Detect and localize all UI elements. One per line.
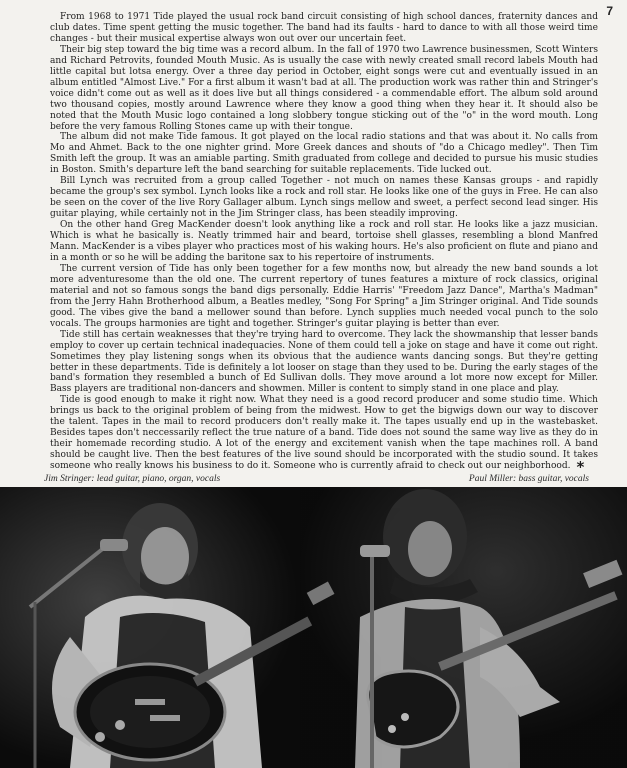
band-photo-illustration <box>0 487 627 768</box>
paragraph-8 <box>50 395 598 477</box>
paragraph-7-text: Tide still has certain weaknesses that they're trying hard to overcome. They lack the showmanship that lesser bands employ to cover up certain technical inadequacies. None of them could tell a joke on stage and have it come out right. Sometimes they play listening songs when its obvious that the audience wants dancing songs. But they're getting better in these departments. Tide is definitely a lot looser on stage than they used to be. During the early stages of the band's formation they resembled a bunch of Ed Sullivan dolls. They move around a lot more now except for Miller. Bass players are traditional non-dancers and showmen. Miller is content to simply stand in one place and play. <box>50 329 598 395</box>
paragraph-7 <box>50 330 598 396</box>
paragraph-5: On the other hand Greg MacKender doesn't look anything like a rock and roll star. He looks like a jazz musician. Which is what he basically is. Neatly trimmed hair and beard, tortoise shell glasses, resembling a blond Manfred Mann. MacKender is a vibes player who practices most of his waking hours. He's also proficient on flute and piano and in a month or so he will be adding the baritone sax to his repertoire of instruments. <box>50 220 598 263</box>
page-number: 7 <box>606 4 613 18</box>
caption-jim-stringer: Jim Stringer: lead guitar, piano, organ, vocals <box>44 474 221 484</box>
photo-captions <box>0 474 627 486</box>
paragraph-8-text: Tide is good enough to make it right now. What they need is a good record producer and some studio time. Which brings us back to the original problem of being from the midwest. How to get the bigwigs down our way to discover the talent. Tapes in the mail to record producers don't really make it. The tapes usually end up in the wastebasket. Besides tapes don't neccessarily reflect the true nature of a band. Tide does not sound the same way live as they do in their homemade recording studio. A lot of the energy and excitement vanish when the tape machines roll. A band should be caught live. Then the best features of the live sound should be incorporated with the studio sound. It takes someone who really knows his business to do it. Someone who is currently afraid to check out our neighborhood. <box>50 395 598 472</box>
paragraph-6: The current version of Tide has only been together for a few months now, but already the new band sounds a lot more adventuresome than the old one. The current repertory of tunes features a mixture of rock classics, original material and not so famous songs the band digs personally. Eddie Harris' "Freedom Jazz Dance", Martha's Madman" from the Jerry Hahn Brotherhood album, a Beatles medley, "Song For Spring" a Jim Stringer original. And Tide sounds good. The vibes give the band a mellower sound than before. Lynch supplies much needed vocal punch to the solo vocals. The groups harmonies are tight and together. Stringer's guitar playing is better than ever. <box>50 263 598 329</box>
caption-paul-miller: Paul Miller: bass guitar, vocals <box>468 474 589 484</box>
band-photo <box>0 487 627 768</box>
end-mark-asterisk: * <box>576 458 585 477</box>
paragraph-2: Their big step toward the big time was a record album. In the fall of 1970 two Lawrence businessmen, Scott Winters and Richard Petrovits, founded Mouth Music. As is usually the case with newly created small record labels Mouth had little capital but lotsa energy. Over a three day period in October, eight songs were cut and eventually issued in an album entitled "Almost Live." For a first album it wasn't bad at all. The production work was rather thin and Stringer's voice didn't come out as well as it does live but all things considered - a commendable effort. The album sold around two thousand copies, mostly around Lawrence where they know a good thing when they hear it. It should also be noted that the Mouth Music logo contained a long slobbery tongue sticking out of the "o" in the word mouth. Long before the very famous Rolling Stones came up with their tongue. <box>50 44 598 132</box>
paragraph-1: From 1968 to 1971 Tide played the usual rock band circuit consisting of high school dances, fraternity dances and club dates. Time spent getting the music together. The band had its faults - hard to dance to with all those weird time changes - but their musical expertise always won out over our uncertain feet. <box>50 12 598 44</box>
paragraph-4: Bill Lynch was recruited from a group called Together - not much on names these Kansas groups - and rapidly became the group's sex symbol. Lynch looks like a rock and roll star. He looks like one of the guys in Free. He can also be seen on the cover of the live Rory Gallager album. Lynch sings mellow and sweet, a perfect second lead singer. His guitar playing, while certainly not in the Jim Stringer class, has been steadily improving. <box>50 176 598 220</box>
article-body <box>50 12 598 477</box>
paragraph-3: The album did not make Tide famous. It got played on the local radio stations and that was about it. No calls from Mo and Ahmet. Back to the one nighter grind. More Greek dances and shouts of "do a Chicago medley". Then Tim Smith left the group. It was an amiable parting. Smith graduated from college and decided to pursue his music studies in Boston. Smith's departure left the band searching for suitable replacements. Tide lucked out. <box>50 132 598 176</box>
